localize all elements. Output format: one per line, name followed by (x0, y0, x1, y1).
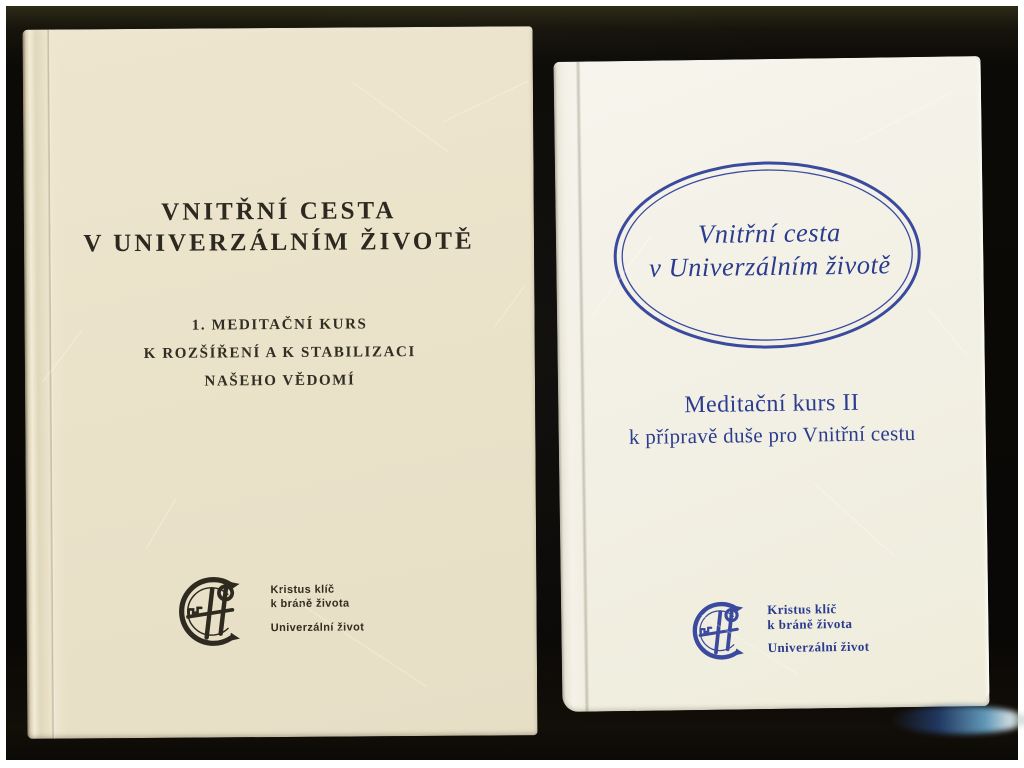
publisher-line3: Univerzální život (270, 621, 365, 635)
left-book-cover (23, 26, 538, 739)
publisher-line2: k bráně života (767, 615, 853, 632)
left-book-subtitle-line1: 1. MEDITAČNÍ KURS (191, 316, 368, 334)
left-book-title-line2: V UNIVERZÁLNÍM ŽIVOTĚ (83, 227, 475, 258)
publisher-line1: Kristus klíč (767, 601, 837, 618)
right-book-oval-title (556, 214, 984, 286)
right-book-title-line1: Vnitřní cesta (697, 217, 841, 250)
left-book-publisher-text (270, 583, 364, 635)
publisher-line3: Univerzální život (767, 638, 870, 656)
left-book-subtitle-line2: K ROZŠÍŘENÍ A K STABILIZACI (143, 344, 416, 362)
left-book-title (24, 194, 534, 260)
left-book-publisher-logo (174, 573, 364, 648)
right-book-cover (553, 56, 989, 712)
crescent-key-logo-icon (174, 574, 255, 649)
right-book-subtitle (558, 386, 986, 453)
blue-light-glare (890, 706, 1024, 734)
right-book-title-line2: v Univerzálním životě (648, 249, 891, 283)
right-book-publisher-logo (691, 594, 870, 666)
left-book-title-line1: VNITŘNÍ CESTA (161, 197, 397, 226)
right-book-publisher-text (767, 602, 869, 656)
publisher-line1: Kristus klíč (270, 583, 335, 597)
publisher-line2: k bráně života (270, 597, 350, 610)
right-book-fold-crease (575, 62, 589, 712)
photo-background (6, 6, 1018, 760)
right-book-subtitle-line2: k přípravě duše pro Vnitřní cestu (628, 420, 916, 449)
right-book-subtitle-line1: Meditační kurs II (684, 389, 860, 419)
crescent-key-logo-icon (691, 595, 754, 666)
right-book-page-edge (975, 60, 989, 697)
left-book-subtitle-line3: NAŠEHO VĚDOMÍ (204, 372, 356, 390)
left-book-subtitle (25, 309, 536, 397)
